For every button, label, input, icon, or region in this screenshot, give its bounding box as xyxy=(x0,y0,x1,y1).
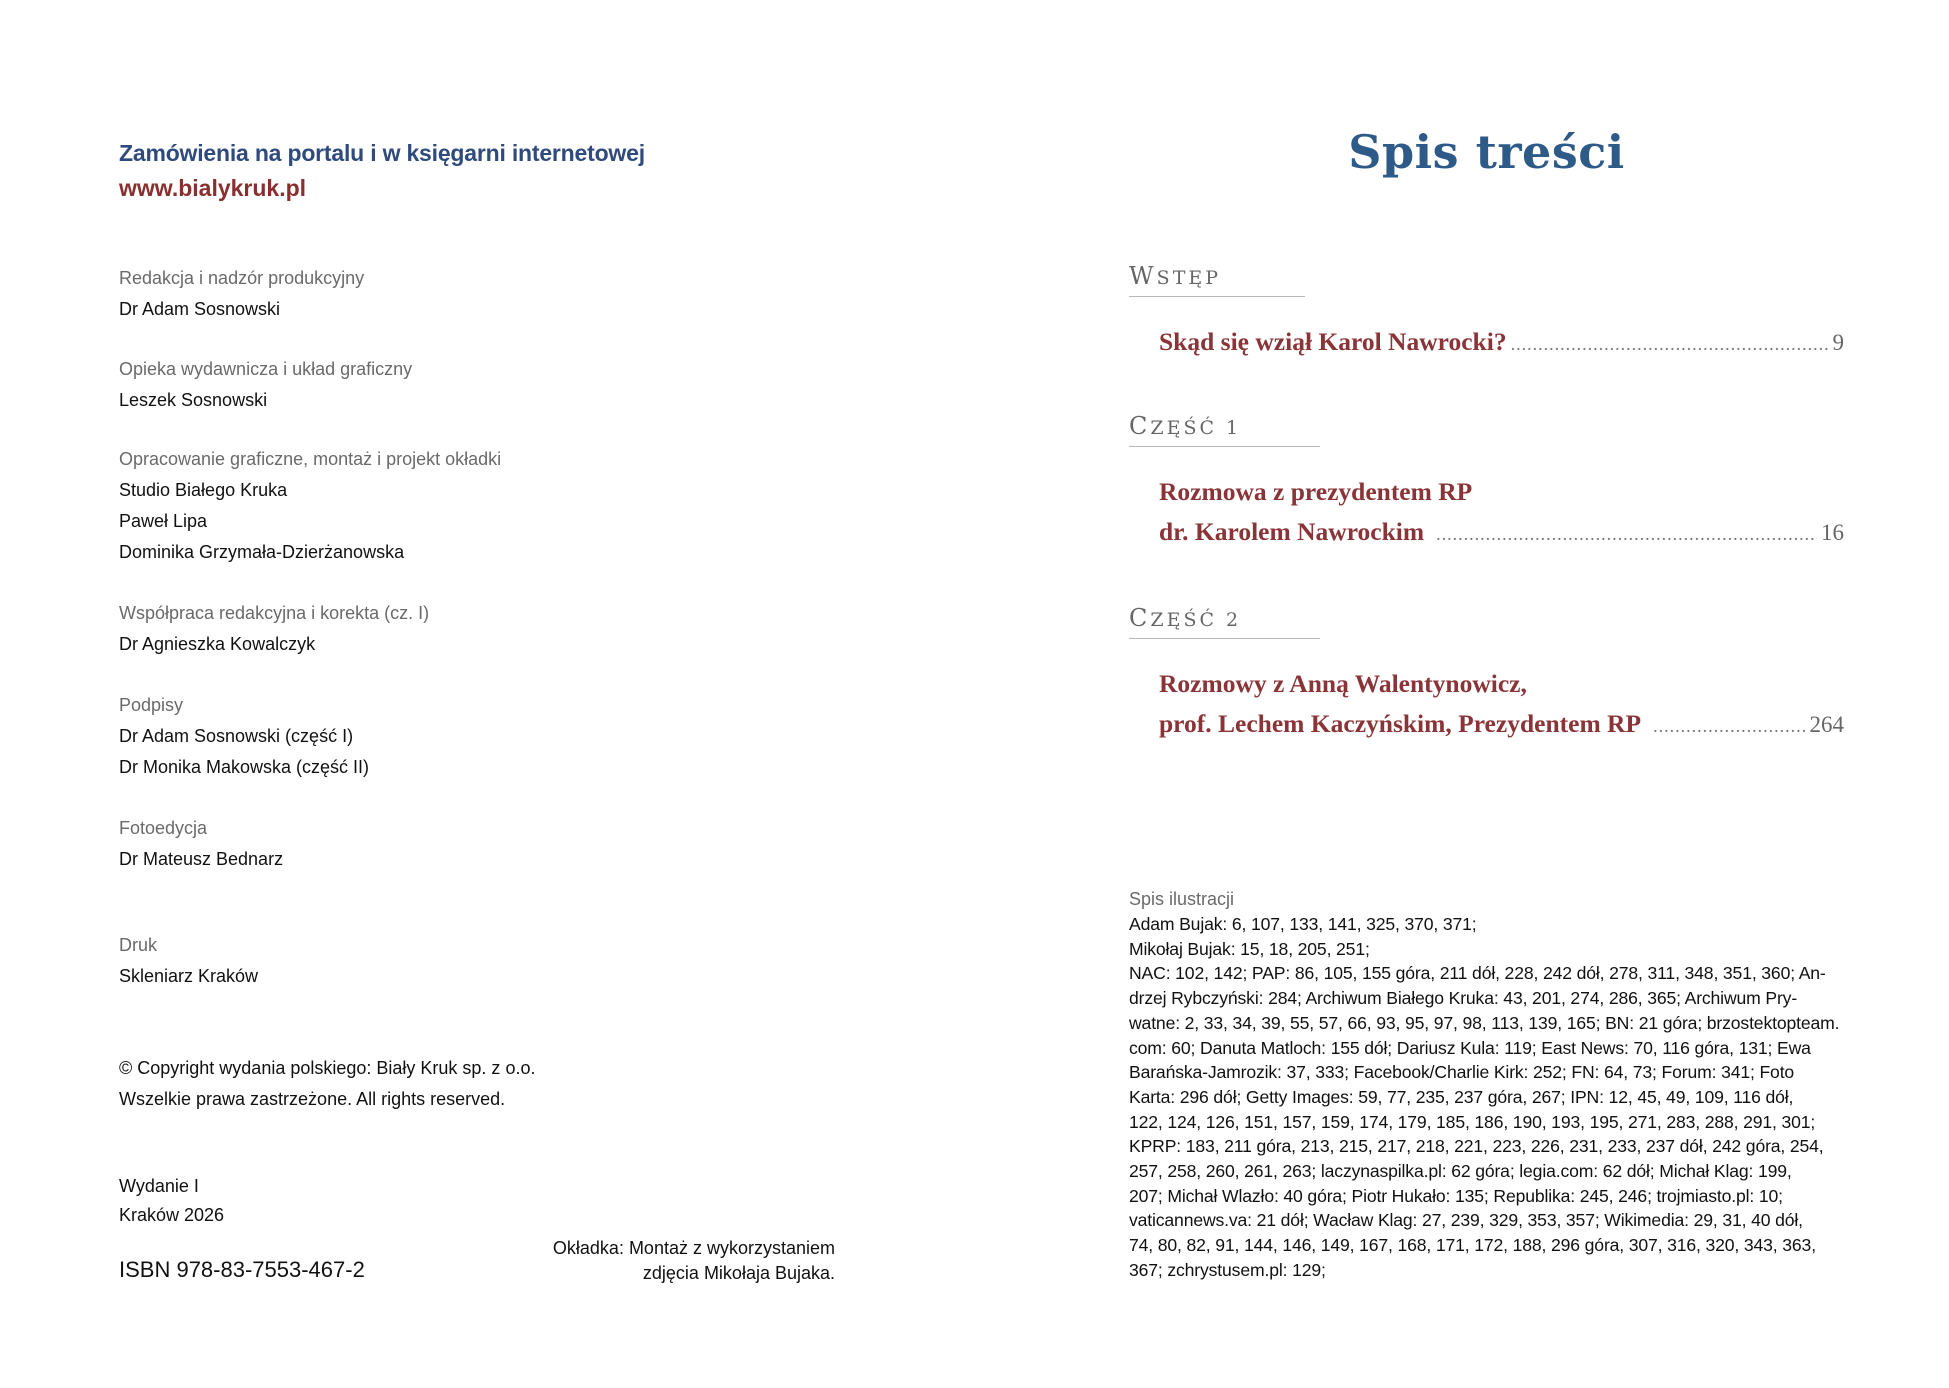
credit-label: Podpisy xyxy=(119,695,184,715)
illustration-credit-line: KPRP: 183, 211 góra, 213, 215, 217, 218, 221, 223, 226, 231, 233, 237 dół, 242 góra, 254, xyxy=(1129,1136,1824,1157)
toc-title: Spis treści xyxy=(1348,125,1625,179)
illustrations-list xyxy=(1129,886,1844,1283)
toc-leader-dots xyxy=(1511,324,1829,364)
copyright-line: Wszelkie prawa zastrzeżone. All rights reserved. xyxy=(119,1089,506,1109)
credit-name: Skleniarz Kraków xyxy=(119,966,259,986)
illustration-credit-line: Mikołaj Bujak: 15, 18, 205, 251; xyxy=(1129,938,1370,959)
section-head-cap: C xyxy=(1129,604,1151,632)
credit-name: Studio Białego Kruka xyxy=(119,480,288,500)
credit-label: Współpraca redakcyjna i korekta (cz. I) xyxy=(119,603,430,623)
section-head-rest: ZĘŚĆ 2 xyxy=(1150,609,1242,631)
credit-name: Leszek Sosnowski xyxy=(119,390,268,410)
credit-label: Druk xyxy=(119,935,158,955)
illustrations-lines xyxy=(1129,912,1844,1283)
cover-note-line: zdjęcia Mikołaja Bujaka. xyxy=(642,1263,835,1283)
toc-leader-dots xyxy=(1653,706,1805,746)
illustration-credit-line: 257, 258, 260, 261, 263; laczynaspilka.pl: 62 góra; legia.com: 62 dół; Michał Klag: 199, xyxy=(1129,1161,1792,1182)
section-head-cap: C xyxy=(1129,412,1151,440)
credit-graphics xyxy=(119,444,839,568)
cover-note xyxy=(553,1236,835,1286)
toc-entry-intro[interactable] xyxy=(1159,322,1844,364)
credit-printing xyxy=(119,930,839,992)
toc-page-number: 9 xyxy=(1832,330,1844,355)
illustration-credit-line: 367; zchrystusem.pl: 129; xyxy=(1129,1259,1326,1280)
edition-line: Wydanie I xyxy=(119,1176,199,1196)
section-head-cap: W xyxy=(1129,262,1157,290)
credit-label: Opracowanie graficzne, montaż i projekt okładki xyxy=(119,449,502,469)
toc-entry-title: prof. Lechem Kaczyńskim, Prezydentem RP xyxy=(1159,709,1642,738)
edition-line: Kraków 2026 xyxy=(119,1205,225,1225)
isbn: ISBN 978-83-7553-467-2 xyxy=(119,1257,365,1282)
toc-entry-title: Rozmowa z prezydentem RP xyxy=(1159,477,1473,506)
illustration-credit-line: NAC: 102, 142; PAP: 86, 105, 155 góra, 211 dół, 228, 242 dół, 278, 311, 348, 351, 360; An- xyxy=(1129,963,1826,984)
illustration-credit-line: vaticannews.va: 21 dół; Wacław Klag: 27, 239, 329, 353, 357; Wikimedia: 29, 31, 40 dół, xyxy=(1129,1210,1803,1231)
edition-info xyxy=(119,1172,224,1230)
credit-label: Opieka wydawnicza i układ graficzny xyxy=(119,359,413,379)
credit-photo-editing xyxy=(119,813,839,875)
credit-name: Dr Adam Sosnowski (część I) xyxy=(119,726,354,746)
copyright-line: © Copyright wydania polskiego: Biały Kruk sp. z o.o. xyxy=(119,1058,536,1078)
toc-leader-dots xyxy=(1436,514,1817,554)
right-page xyxy=(1129,0,1844,1388)
cover-note-line: Okładka: Montaż z wykorzystaniem xyxy=(552,1238,835,1258)
toc-entry-title: dr. Karolem Nawrockim xyxy=(1159,517,1425,546)
credit-name: Dr Monika Makowska (część II) xyxy=(119,757,370,777)
illustrations-label: Spis ilustracji xyxy=(1129,889,1235,909)
illustration-credit-line: 207; Michał Wlazło: 40 góra; Piotr Hukało: 135; Republika: 245, 246; trojmiasto.pl: 10; xyxy=(1129,1185,1783,1206)
illustration-credit-line: Barańska-Jamrozik: 37, 333; Facebook/Charlie Kirk: 252; FN: 64, 73; Forum: 341; Foto xyxy=(1129,1062,1795,1083)
publisher-url[interactable]: www.bialykruk.pl xyxy=(119,175,307,201)
toc-entry-part-1[interactable] xyxy=(1159,472,1844,554)
illustration-credit-line: Karta: 296 dół; Getty Images: 59, 77, 235, 237 góra, 267; IPN: 12, 45, 49, 109, 116 dół, xyxy=(1129,1086,1794,1107)
section-head-rest: STĘP xyxy=(1156,267,1222,289)
copyright-notice xyxy=(119,1053,535,1115)
toc-section-part-1 xyxy=(1129,412,1320,447)
credit-publishing-care xyxy=(119,354,839,416)
credit-name: Dr Agnieszka Kowalczyk xyxy=(119,634,316,654)
toc-page-number: 264 xyxy=(1809,712,1844,737)
credit-label: Fotoedycja xyxy=(119,818,208,838)
illustration-credit-line: 122, 124, 126, 151, 157, 159, 174, 179, 185, 186, 190, 193, 195, 271, 283, 288, 291, 301; xyxy=(1129,1111,1816,1132)
toc-entry-title: Skąd się wziął Karol Nawrocki? xyxy=(1159,327,1507,356)
credit-editing xyxy=(119,263,839,325)
credit-name: Dr Adam Sosnowski xyxy=(119,299,281,319)
toc-entry-part-2[interactable] xyxy=(1159,664,1844,746)
left-page xyxy=(119,0,849,1388)
credit-name: Dr Mateusz Bednarz xyxy=(119,849,284,869)
toc-section-intro xyxy=(1129,262,1305,297)
credit-name: Paweł Lipa xyxy=(119,511,208,531)
illustration-credit-line: Adam Bujak: 6, 107, 133, 141, 325, 370, 371; xyxy=(1129,914,1477,934)
illustration-credit-line: watne: 2, 33, 34, 39, 55, 57, 66, 93, 95, 97, 98, 113, 139, 165; BN: 21 góra; brzostektopteam. xyxy=(1129,1012,1840,1033)
toc-page-number: 16 xyxy=(1821,520,1844,545)
credit-label: Redakcja i nadzór produkcyjny xyxy=(119,268,365,288)
illustration-credit-line: 74, 80, 82, 91, 144, 146, 149, 167, 168, 171, 172, 188, 296 góra, 307, 316, 320, 343, 363, xyxy=(1129,1235,1816,1256)
toc-entry-title: Rozmowy z Anną Walentynowicz, xyxy=(1159,669,1527,698)
credit-captions xyxy=(119,690,839,783)
toc-section-part-2 xyxy=(1129,604,1320,639)
order-title: Zamówienia na portalu i w księgarni internetowej xyxy=(119,140,645,166)
illustration-credit-line: drzej Rybczyński: 284; Archiwum Białego Kruka: 43, 201, 274, 286, 365; Archiwum Pry- xyxy=(1129,988,1798,1009)
section-head-rest: ZĘŚĆ 1 xyxy=(1150,417,1242,439)
illustration-credit-line: com: 60; Danuta Matloch: 155 dół; Dariusz Kula: 119; East News: 70, 116 góra, 131; Ewa xyxy=(1129,1037,1811,1058)
credit-proofreading xyxy=(119,598,839,660)
credit-name: Dominika Grzymała-Dzierżanowska xyxy=(119,542,405,562)
